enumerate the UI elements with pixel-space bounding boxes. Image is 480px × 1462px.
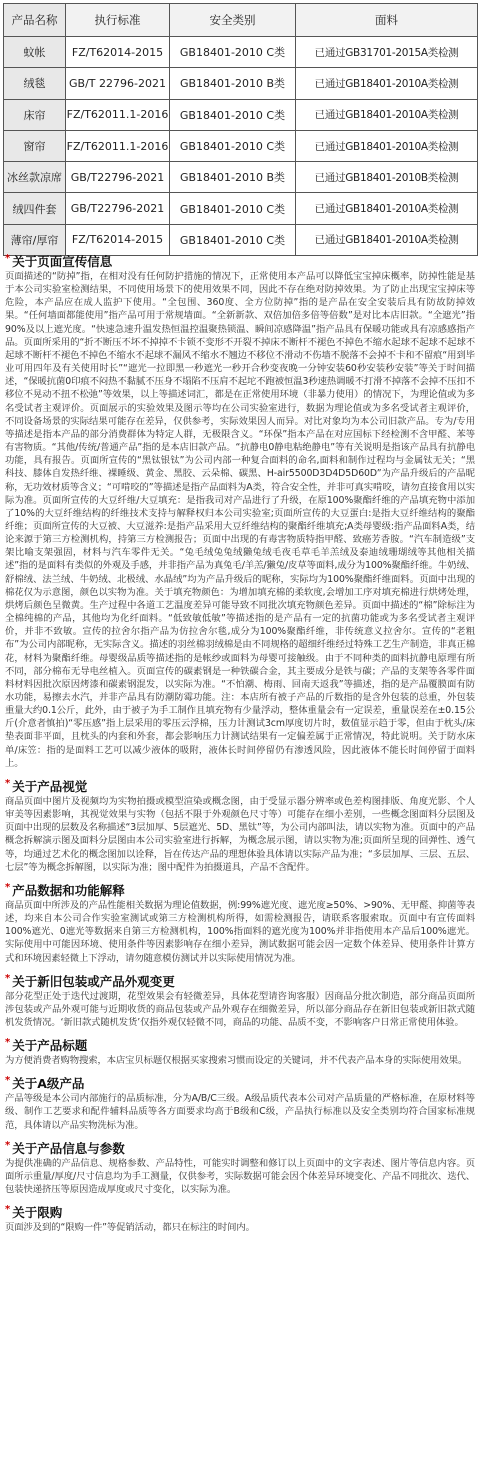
notice-section xyxy=(5,1076,475,1131)
notice-section xyxy=(5,974,475,1029)
asterisk-icon: * xyxy=(5,1139,11,1151)
table-row xyxy=(4,193,478,224)
section-title xyxy=(5,1076,475,1091)
cell-product-name: 绒四件套 xyxy=(4,193,66,224)
header-product-name: 产品名称 xyxy=(4,4,66,37)
cell-standard: FZ/T62014-2015 xyxy=(66,37,170,68)
cell-safety-category: GB18401-2010 C类 xyxy=(170,130,296,161)
cell-fabric: 已通过GB18401-2010B类检测 xyxy=(296,162,478,193)
section-title xyxy=(5,254,475,269)
asterisk-icon: * xyxy=(5,777,11,789)
cell-standard: FZ/T62014-2015 xyxy=(66,224,170,255)
section-title-text: 关于产品信息与参数 xyxy=(12,1140,125,1156)
section-body: 商品页面中所涉及的产品性能相关数据为理论值数据，例:99%遮光度、遮光度≥50%、>90%、无甲醛、抑菌等表述，均来自本公司合作实验室测试或第三方检测机构所得，如需检测报告，请联系客服索取。页面中有宣传面料100%遮光、0遮光等数据来自第三方检测机构，100%指面料的遮光度为100%并非指使用本产品后100%遮光。实际使用中可能因环境、使用条件等因素影响存在细小差异，测试数据可能会因一定数个体差异、使用条件计算方式和环境因素轻微上下浮动，请勿随意模仿测试并以实际使用情况为准。 xyxy=(5,899,475,964)
section-title-text: 关于产品标题 xyxy=(12,1038,88,1054)
asterisk-icon: * xyxy=(5,253,11,264)
table-row xyxy=(4,68,478,99)
notice-sections xyxy=(5,254,475,1243)
section-body: 部分花型正处于迭代过渡期，花型效果会有轻微差异，具体花型请咨询客服）因商品分批次制造，部分商品页面所涉包装或产品外观可能与近期收货的商品包装或产品外观存在细微差异，所以部分商品存在新旧包装或新旧款式随机发货情况。‘新旧款式随机发货’仅指外观仅轻微不同，商品的功能、品质不变，不影响客户日常正常使用体验。 xyxy=(5,990,475,1028)
table-row xyxy=(4,37,478,68)
asterisk-icon: * xyxy=(5,972,11,984)
asterisk-icon: * xyxy=(5,1037,11,1049)
notice-section xyxy=(5,1038,475,1067)
cell-fabric: 已通过GB18401-2010A类检测 xyxy=(296,68,478,99)
cell-fabric: 已通过GB18401-2010A类检测 xyxy=(296,193,478,224)
asterisk-icon: * xyxy=(5,881,11,893)
cell-fabric: 已通过GB18401-2010A类检测 xyxy=(296,130,478,161)
section-title xyxy=(5,1141,475,1156)
cell-safety-category: GB18401-2010 C类 xyxy=(170,193,296,224)
section-title xyxy=(5,1038,475,1053)
cell-fabric: 已通过GB18401-2010A类检测 xyxy=(296,99,478,130)
section-title-text: 关于新旧包装或产品外观变更 xyxy=(12,973,175,989)
table-row xyxy=(4,99,478,130)
table-header-row xyxy=(4,4,478,37)
section-title-text: 关于限购 xyxy=(12,1205,63,1221)
notice-section xyxy=(5,779,475,874)
section-title-text: 关于A级产品 xyxy=(12,1076,85,1092)
section-body: 产品等级是本公司内部施行的品质标准，分为A/B/C三级。A级品质代表本公司对产品质量的严格标准，在原材料等级、制作工艺要求和配件辅料品质等各方面要求均高于B级和C级，产品执行标准以及安全类别均符合国家标准规范，具体请以产品实物洗标为准。 xyxy=(5,1093,475,1131)
cell-safety-category: GB18401-2010 B类 xyxy=(170,68,296,99)
cell-safety-category: GB18401-2010 C类 xyxy=(170,99,296,130)
cell-standard: FZ/T62011.1-2016 xyxy=(66,130,170,161)
section-body: 页面描述的“防掉”指，在相对没有任何防护措施的情况下，正常使用本产品可以降低宝宝掉床概率，防掉性能是基于本公司实验室检测结果，不同使用场景下的使用效果不同，因此不存在绝对防掉效果。为了防止出现宝宝掉床等危险，本产品应在成人监护下使用。“全包围、360度、全方位防掉”指的是产品在安全安装后具有防故防掉效果。“任何墙面都能使用”指产品可用于常规墙面。“全新新款、双倍加倍多倍等倍数”是对比本店旧款。“全遮光”指90%及以上遮光度。“快速急速升温发热恒温控温聚热锁温、瞬间凉感降温”指产品具有保暖功能或具有凉感感指产品。页面所采用的“折不断压不坏不掉掉不卡锁不变形不开裂不掉床不断杆不褪色不掉色不缩水起球不起球不起球不起球不断杆不褪色不掉色不缩水不起球不漏风不缩水不翘边不移位不滑动不伤墙不脱落不会掉不卡和不留痕“用到毕业可用四年及有关使用时长”“遮光一拉即黑一秒遮光一秒开合秒变夜晚一分钟安装60秒安装秒安装”等关于时间描述，“保暖抗菌0印痕不闷热不黏腻不压身不塌陷不压肩不起坨不跑被恒温3秒速热调暖不打滑不掉落不会掉不压扣不移位不晃动不扭不松弛”等效果，以上等描述词汇，都是在正常使用环境（非暴力使用）的情况下，为理论值或为多名受试者主观评价。页面展示的实验效果及图示等均在公司实验室进行，数据为理论值或为多名受试者主观评价，不同设备场景的实际结果可能存在差异，仅供参考，实际效果因人而异。对比对象均为本公司旧款产品。专为/专用等描述是指本产品的部分消费群体为特定人群，无极限含义。“环保”指本产品在对应国标下经检测不含甲醛、苯等有害物质。“其他/传统/普通产品”指的是本店旧款产品。“抗静电0静电粘绝静电”等有关说明是指该产品具有抗静电功能，具有报告。页面所宣传的“黑钛银钛”为公司内部一种复合面料的命名,面料和制作过程均与金属钛无关；“黑科技、膝体自发热纤维、裸睡级、黄金、黑胶、云朵棉、碳黑、H-air5500D3D4D5D60D”为产品升级后的产品昵称，无功效材质等含义；“可啃咬的”等描述是指产品面料为A类，符合安全性，并非可真实啃咬，请勿直接食用以实际为准。页面所宣传的大豆纤维/大豆填充：是指我司对产品进行了升级，在原100%聚酯纤维的产品填充物中添加了10%的大豆纤维结构的纤维技术支持与解释权归本公司实验室;页面所宣传的大豆蛋白:是指大豆纤维结构的聚酯纤维；页面所宣传的大豆被、大豆滋养:是指产品采用大豆纤维结构的聚酯纤维填充;A类母婴级:指产品面料A类，结论来源于第三方检测机构，持第三方检测报告；页面中出现的有毒害物质特指甲醛、致癌芳香胺。“汽车制造级”支架比喻支架强固，材料与汽车零件无关。“兔毛绒兔兔绒獭兔绒毛夜毛草毛羊羔绒及泰迪绒珊瑚绒等其他相关描述”指的是面料有类似的外观及手感，并非指产品为真兔毛/羊羔/獭兔/皮草等面料,成分为100%聚酯纤维。牛奶绒、舒棉绒、法兰绒、牛奶绒、北极绒、水晶绒”均为产品升级后的昵称，实际均为100%聚酯纤维面料。页面中出现的棉花仅为示意图，颜色以实物为准。关于填充物颜色：为增加填充棉的柔软度,会增加工序对填充棉进行烘烤处理，烘烤后颜色呈微黄。生产过程中各道工艺温度差异可能导致不同批次填充物颜色差异。页面中描述的“棉”除标注为全棉纯棉的产品，其他均为化纤面料。“低致敏低敏”等描述指的是产品有一定的抗菌功能或为多名受试者主观评价，并非不致敏。宣传的拉舍尔指产品为仿拉舍尔毯,成分为100%聚酯纤维，非传统意义拉舍尔。宣传的“老粗布”为公司内部昵称，无实际含义。描述的羽丝棉羽绒棉是由不同规格的超细纤维经过特殊工艺生产制造，非真正棉花，材料为聚酯纤维。母婴级品质等描述指的是帐纱或面料为母婴可接触级。由于不同种类的面料抗静电原理有所不同，部分棉布无导电丝植入。页面宣传的碳素钢是一种铁碳合金，其主要成分是铁与碳；产品的支架等各零件面料材料因批次原因烤漆和碳素钢混发，以实际为准。“不怕潮、梅雨、回南天返我”等描述，指的是产品覆膜面有防水功能，易擦去水汽，并非产品具有防潮防霉功能。注：本店所有被子产品的斤数指的是含外包装的总重，外包装重量大约0.1公斤，此外，由于被子为手工制作且填充物有少量浮动，整体重量会有一定误差，重量误差在±0.15公斤(介意者慎拍)“零压感”指上层采用的零压云浮棉，压力计测试3cm厚度切片时，数值显示趋于零，但由于枕头/床垫表面非平面，且枕头的内套和外套，都会影响压力计测试结果有一定偏差属于正常情况，特此说明。关于防水床单/床笠：指的是面料工艺可以减少液体的吸附，液体长时间停留仍有渗透风险，因此液体不能长时间停留于面料上。 xyxy=(5,271,475,769)
asterisk-icon: * xyxy=(5,1075,11,1087)
notice-section xyxy=(5,883,475,965)
header-fabric: 面料 xyxy=(296,4,478,37)
table-row xyxy=(4,162,478,193)
product-standards-table xyxy=(3,3,478,256)
section-title-text: 产品数据和功能解释 xyxy=(12,882,125,898)
cell-product-name: 冰丝款凉席 xyxy=(4,162,66,193)
cell-fabric: 已通过GB18401-2010A类检测 xyxy=(296,224,478,255)
header-standard: 执行标准 xyxy=(66,4,170,37)
cell-fabric: 已通过GB31701-2015A类检测 xyxy=(296,37,478,68)
cell-standard: GB/T 22796-2021 xyxy=(66,68,170,99)
section-title xyxy=(5,883,475,898)
cell-product-name: 窗帘 xyxy=(4,130,66,161)
section-title xyxy=(5,974,475,989)
cell-standard: FZ/T62011.1-2016 xyxy=(66,99,170,130)
cell-product-name: 蚊帐 xyxy=(4,37,66,68)
section-body: 为提供准确的产品信息、规格参数、产品特性，可能实时调整和修订以上页面中的文字表述、图片等信息内容。页面所示重量/厚度/尺寸信息均为手工测量，仅供参考，实际数据可能会因个体差异环境变化、产品不同批次、迭代、包装快递挤压等原因造成厚度或尺寸变化，以实际为准。 xyxy=(5,1157,475,1196)
section-body: 商品页面中图片及视频均为实物拍摄或模型渲染或概念图，由于受显示器分辨率或色差构图排版、角度光影、个人审美等因素影响，其视觉效果与实物（包括不限于外观颜色尺寸等）可能存在细小差别，一些概念图面料分层图及页面中出现的层数及名称描述“3层加厚、5层遮光、5D、黑钛”等，为公司内部叫法，请以实物为准。页面中的产品概念拆解演示图及面料分层图由本公司实验室进行拆解，为概念展示图，请以实物为准;页面所呈现的回弹性、透气等，均通过艺术化的概念图加以诠释，旨在传达产品的理想体验具体请以实际产品为准；“多层加厚、三层、五层、七层”等为概念拆解图，以实际为准；图中配件为拍摄道具，产品不含配件。 xyxy=(5,795,475,873)
cell-safety-category: GB18401-2010 C类 xyxy=(170,37,296,68)
cell-standard: GB/T22796-2021 xyxy=(66,193,170,224)
table-row xyxy=(4,130,478,161)
section-body: 为方便消费者购物搜索，本店宝贝标题仅根据买家搜索习惯而设定的关键词，并不代表产品本身的实际使用效果。 xyxy=(5,1055,468,1067)
section-title-text: 关于页面宣传信息 xyxy=(12,254,113,269)
asterisk-icon: * xyxy=(5,1204,11,1216)
notice-section xyxy=(5,1205,475,1234)
section-title xyxy=(5,1205,475,1220)
section-title-text: 关于产品视觉 xyxy=(12,778,88,794)
section-body: 页面涉及到的“限购一件”等促销活动，都只在标注的时间内。 xyxy=(5,1222,255,1234)
cell-product-name: 床帘 xyxy=(4,99,66,130)
header-safety-category: 安全类别 xyxy=(170,4,296,37)
table-row xyxy=(4,224,478,255)
cell-product-name: 薄帘/厚帘 xyxy=(4,224,66,255)
cell-safety-category: GB18401-2010 C类 xyxy=(170,224,296,255)
notice-section xyxy=(5,254,475,770)
cell-safety-category: GB18401-2010 B类 xyxy=(170,162,296,193)
notice-section xyxy=(5,1141,475,1196)
cell-product-name: 绒毯 xyxy=(4,68,66,99)
section-title xyxy=(5,779,475,794)
cell-standard: GB/T22796-2021 xyxy=(66,162,170,193)
